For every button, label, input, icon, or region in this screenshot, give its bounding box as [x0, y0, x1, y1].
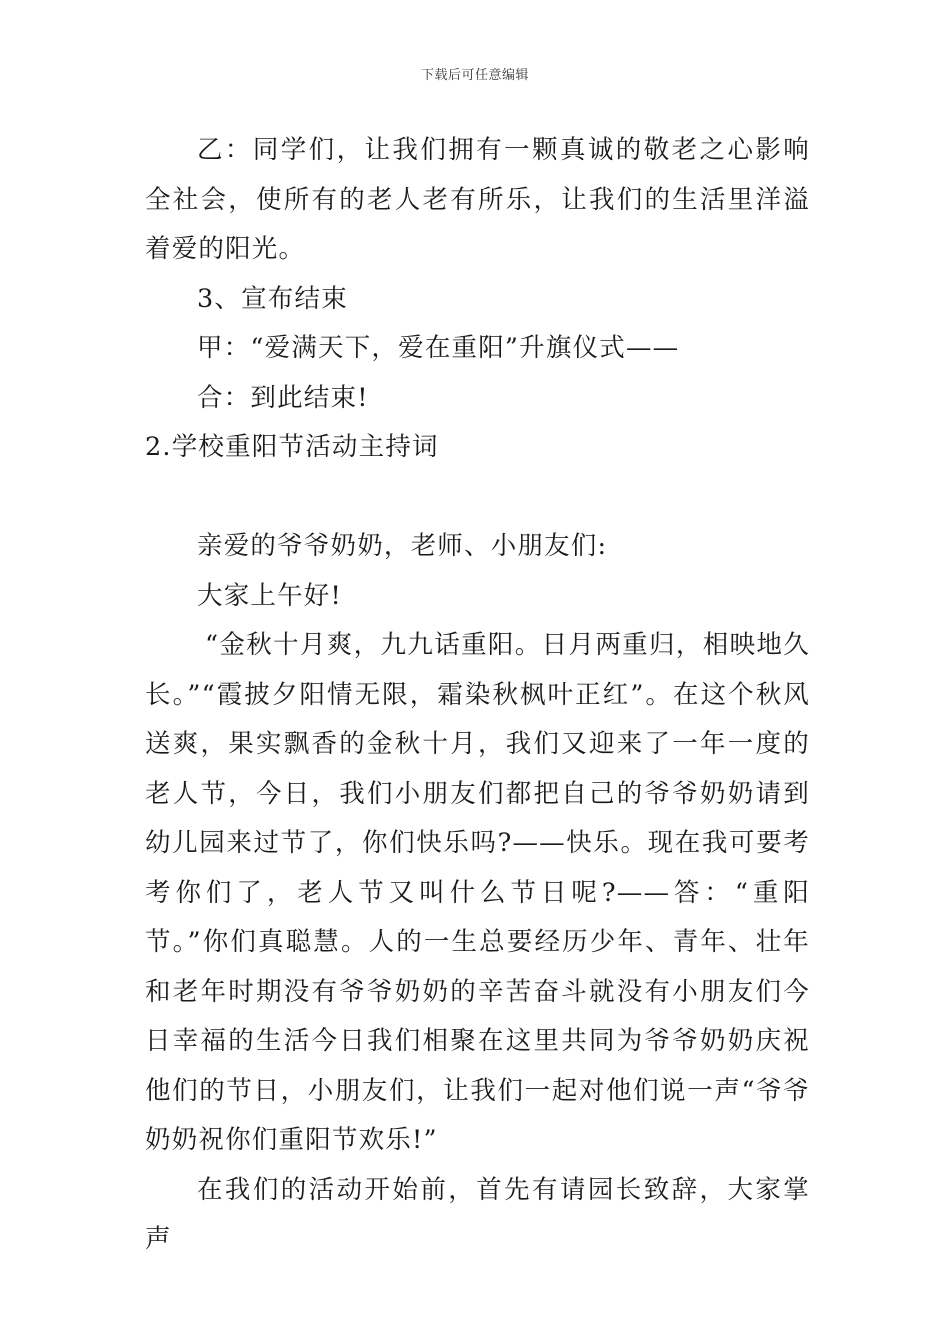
section-title: 2.学校重阳节活动主持词: [145, 432, 439, 462]
page-header: 下载后可任意编辑: [420, 68, 529, 83]
paragraph-good-morning: 大家上午好!: [197, 580, 342, 611]
paragraph-announce-end: 3、宣布结束: [197, 283, 348, 314]
blank-line: [145, 473, 810, 523]
paragraph-together-end: 合：到此结束!: [197, 382, 369, 413]
paragraph-main-speech: “金秋十月爽，九九话重阳。日月两重归，相映地久长。”“霞披夕阳情无限，霜染秋枫叶正红”。在这个秋风送爽，果实飘香的金秋十月，我们又迎来了一年一度的老人节，今日，我们小朋友们都把自己的爷爷奶奶请到幼儿园来过节了，你们快乐吗?——快乐。现在我可要考考你们了，老人节又叫什么节日呢?——答：“重阳节。”你们真聪慧。人的一生总要经历少年、青年、壮年和老年时期没有爷爷奶奶的辛苦奋斗就没有小朋友们今日幸福的生活今日我们相聚在这里共同为爷爷奶奶庆祝他们的节日，小朋友们，让我们一起对他们说一声“爷爷奶奶祝你们重阳节欢乐!”: [145, 630, 810, 1155]
paragraph-closing-remark: 乙：同学们，让我们拥有一颗真诚的敬老之心影响全社会，使所有的老人老有所乐，让我们的生活里洋溢着爱的阳光。: [145, 135, 810, 264]
paragraph-greeting-audience: 亲爱的爷爷奶奶，老师、小朋友们:: [197, 531, 608, 561]
paragraph-flag-ceremony: 甲：“爱满天下，爱在重阳”升旗仪式——: [197, 333, 680, 363]
paragraph-principal-speech: 在我们的活动开始前，首先有请园长致辞，大家掌声: [145, 1174, 810, 1254]
document-body: [145, 126, 810, 1265]
